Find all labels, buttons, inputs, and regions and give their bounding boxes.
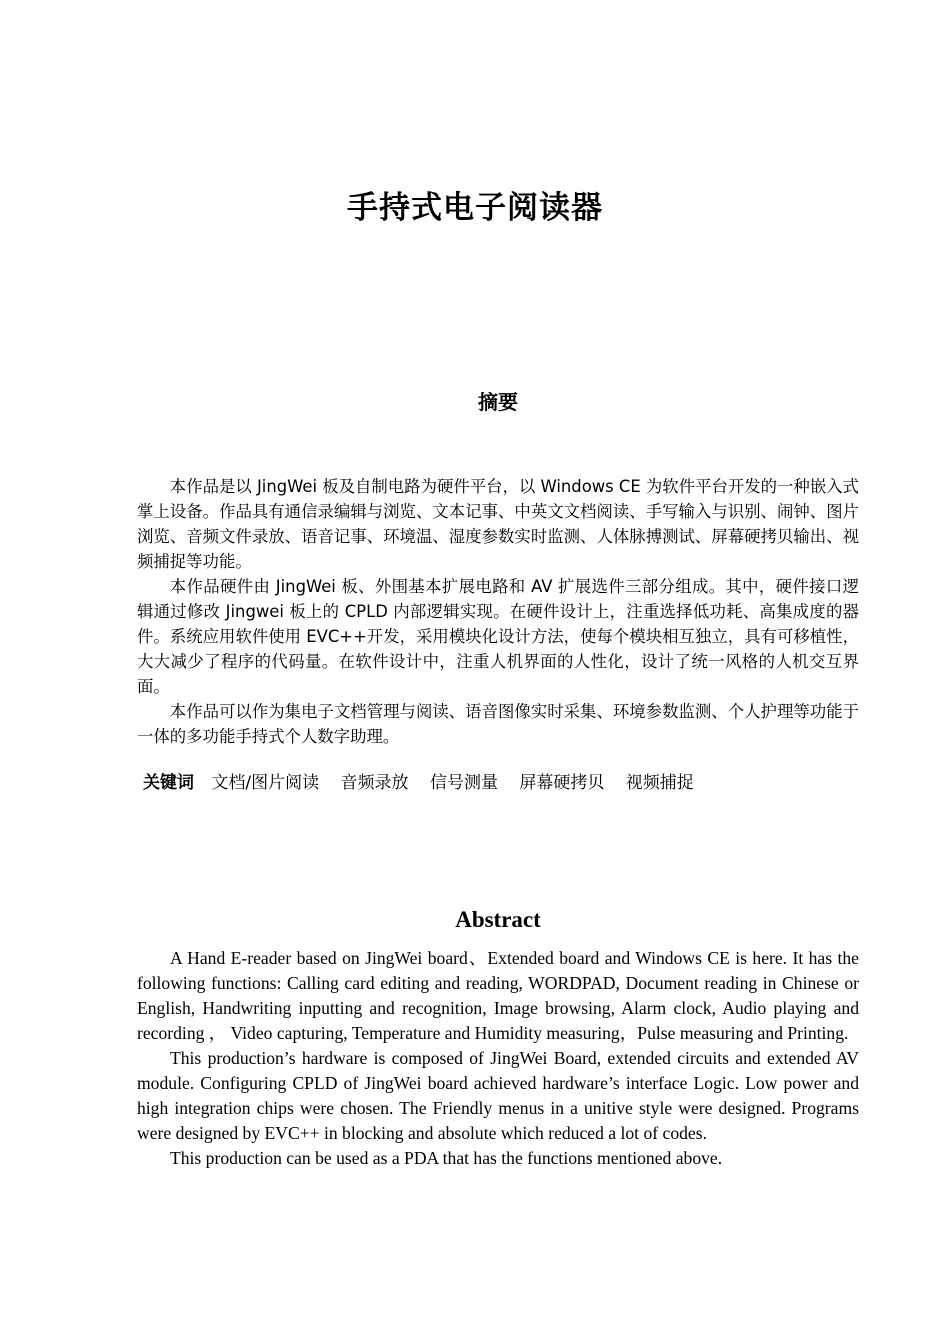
keywords-line — [143, 771, 710, 796]
keywords-label: 关键词 — [143, 773, 194, 793]
abstract-cn-paragraph: 本作品可以作为集电子文档管理与阅读、语音图像实时采集、环境参数监测、个人护理等功能于一体的多功能手持式个人数字助理。 — [137, 702, 859, 746]
abstract-cn-paragraph: 本作品是以 JingWei 板及自制电路为硬件平台，以 Windows CE 为软件平台开发的一种嵌入式掌上设备。作品具有通信录编辑与浏览、文本记事、中英文文档阅读、手写输入与识别、闹钟、图片浏览、音频文件录放、语音记事、环境温、湿度参数实时监测、人体脉搏测试、屏幕硬拷贝输出、视频捕捉等功能。 — [137, 477, 859, 571]
abstract-cn-paragraph: 本作品硬件由 JingWei 板、外围基本扩展电路和 AV 扩展选件三部分组成。其中，硬件接口逻辑通过修改 Jingwei 板上的 CPLD 内部逻辑实现。在硬件设计上，注重选择低功耗、高集成度的器件。系统应用软件使用 EVC++开发，采用模块化设计方法，使每个模块相互独立，具有可移植性，大大减少了程序的代码量。在软件设计中，注重人机界面的人性化，设计了统一风格的人机交互界面。 — [137, 577, 859, 696]
abstract-cn-heading: 摘要 — [478, 390, 518, 414]
abstract-en-body — [137, 946, 859, 1171]
abstract-en-paragraph: A Hand E-reader based on JingWei board、Extended board and Windows CE is here. It has the following functions: Calling card editing and reading, WORDPAD, Document reading in Chinese or English, Handwriting inputting and recognition, Image browsing, Alarm clock, Audio playing and recording ， Video capturing, Temperature and Humidity measuring，Pulse measuring and Printing. — [137, 948, 859, 1043]
keyword: 屏幕硬拷贝 — [519, 773, 605, 793]
keyword: 视频捕捉 — [625, 773, 694, 793]
abstract-en-paragraph: This production’s hardware is composed of JingWei Board, extended circuits and extended AV module. Configuring CPLD of JingWei board achieved hardware’s interface Logic. Low power and high integration chips were chosen. The Friendly menus in a unitive style were designed. Programs were designed by EVC++ in blocking and absolute which reduced a lot of codes. — [137, 1048, 859, 1143]
abstract-cn-body — [137, 474, 859, 749]
keyword: 信号测量 — [429, 773, 498, 793]
abstract-en-heading: Abstract — [455, 907, 541, 932]
document-title: 手持式电子阅读器 — [347, 190, 603, 226]
keyword: 音频录放 — [340, 773, 409, 793]
abstract-en-paragraph: This production can be used as a PDA that has the functions mentioned above. — [170, 1148, 723, 1168]
keyword: 文档/图片阅读 — [211, 773, 320, 793]
